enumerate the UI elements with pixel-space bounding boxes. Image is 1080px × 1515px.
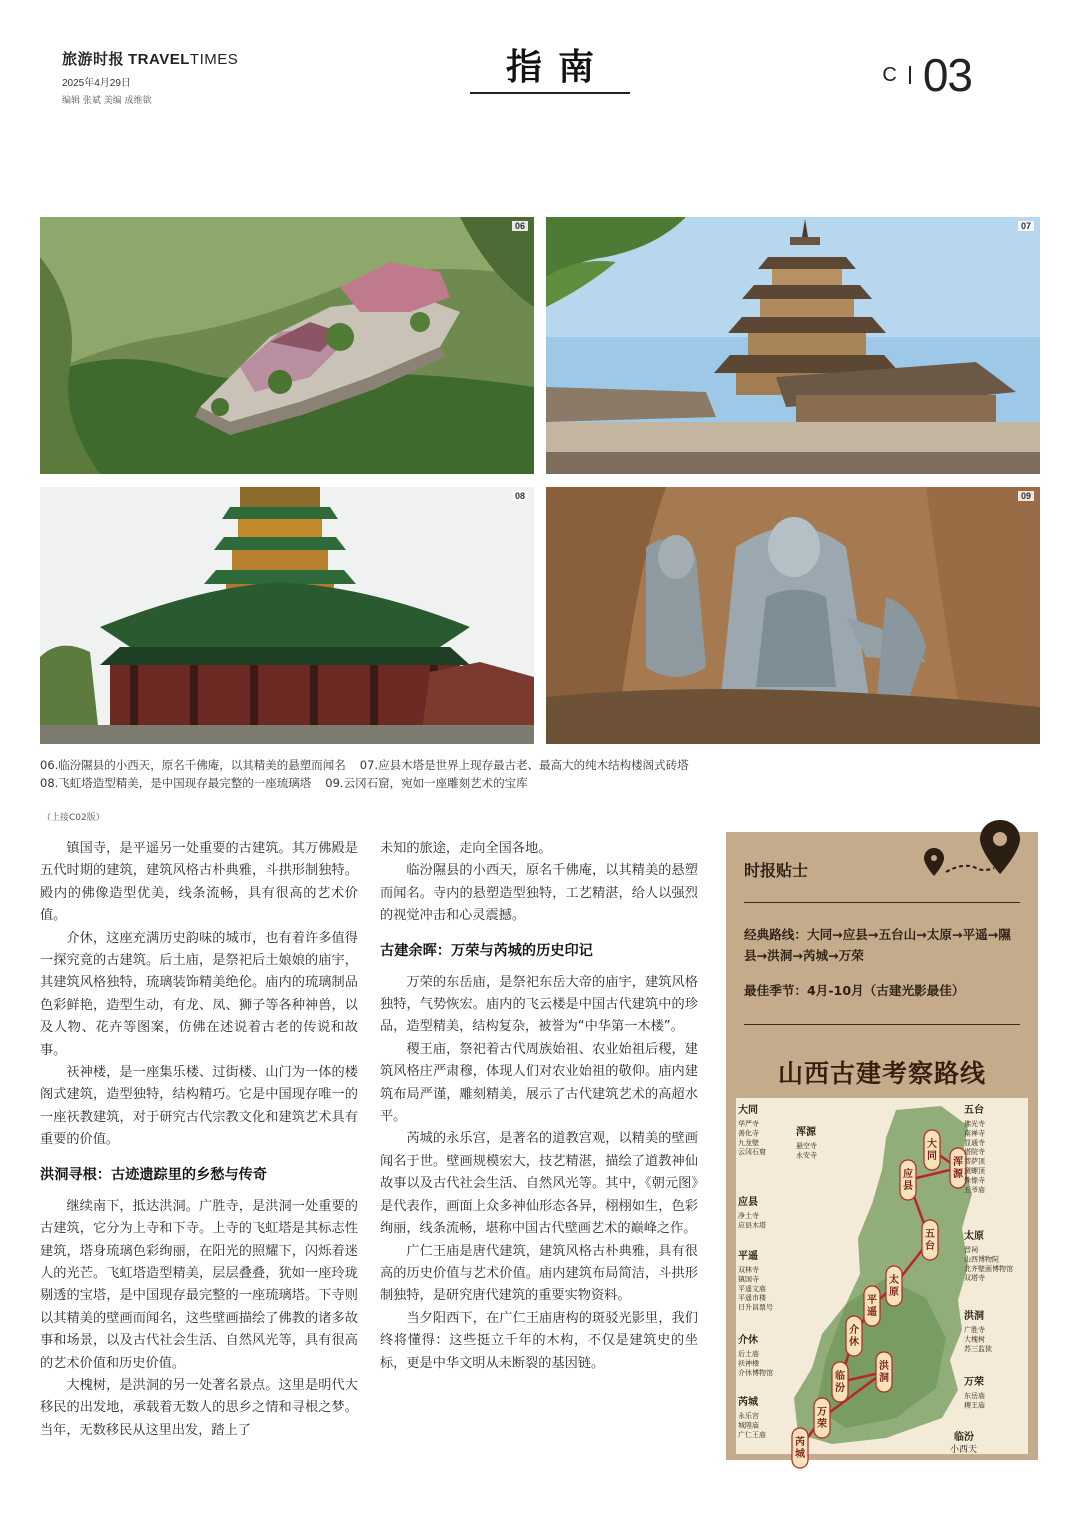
- legend-site: 晋祠: [964, 1246, 978, 1254]
- route-stop-marker: [876, 1352, 892, 1392]
- page-divider: [909, 66, 911, 84]
- legend-site: 广仁王庙: [738, 1430, 766, 1439]
- paragraph: 芮城的永乐宫，是著名的道教宫观，以精美的壁画闻名于世。壁画规模宏大，技艺精湛，描绘了道教神仙故事以及古代社会生活、自然风光等。其中，《朝元图》是代表作，画面上众多神仙形态各异，栩栩如生，色彩绚丽，线条流畅，堪称中国古代壁画艺术的巅峰之作。: [380, 1131, 698, 1237]
- caption-07: 07.应县木塔是世界上现存最古老、最高大的纯木结构楼阁式砖塔: [359, 758, 689, 772]
- paragraph: 介休，这座充满历史韵味的城市，也有着许多值得一探究竟的古建筑。后土庙，是祭祀后土娘娘的庙宇，其建筑风格独特，琉璃装饰精美绝伦。庙内的琉璃制品色彩鲜艳，造型生动，有龙、凤、狮子等各种神兽，以及人物、花卉等图案，仿佛在述说着古老的传说和故事。: [40, 930, 358, 1058]
- tips-divider-bottom: [744, 1024, 1020, 1025]
- route-stop-label: 五台: [925, 1229, 935, 1252]
- legend-site: 苏三监狱: [964, 1344, 992, 1353]
- legend-city: 万荣: [964, 1377, 984, 1388]
- caption-08: 08.飞虹塔造型精美，是中国现存最完整的一座琉璃塔: [40, 776, 312, 790]
- route-stop-label: 太原: [889, 1275, 899, 1298]
- map-title: 山西古建考察路线: [777, 1059, 986, 1088]
- tips-route: 经典路线：大同→应县→五台山→太原→平遥→隰县→洪洞→芮城→万荣: [744, 927, 1011, 963]
- legend-site: 塔院寺: [964, 1148, 985, 1157]
- route-stop-marker: [792, 1428, 808, 1468]
- legend-city: 洪洞: [964, 1311, 984, 1322]
- page-digits: 03: [922, 49, 972, 101]
- legend-city: 浑源: [796, 1127, 816, 1138]
- legend-site: 云冈石窟: [738, 1148, 766, 1157]
- subheading-hongtong: 洪洞寻根：古迹遗踪里的乡愁与传奇: [40, 1166, 268, 1183]
- route-stop-marker: [846, 1316, 862, 1356]
- paragraph: 继续南下，抵达洪洞。广胜寺，是洪洞一处重要的古建筑，它分为上寺和下寺。上寺的飞虹塔是其标志性建筑，塔身琉璃色彩绚丽，在阳光的照耀下，闪烁着迷人的光芒。飞虹塔造型精美，层层叠叠，犹如一座玲珑剔透的宝塔，是中国现存最完整的一座琉璃塔。下寺则以其精美的壁画而闻名，这些壁画描绘了佛教的诸多故事和场景，以及古代社会生活、自然风光等，具有很高的艺术价值和历史价值。: [40, 1198, 358, 1371]
- legend-site: 城隍庙: [738, 1421, 759, 1430]
- paragraph: 万荣的东岳庙，是祭祀东岳大帝的庙宇，建筑风格独特，气势恢宏。庙内的飞云楼是中国古代建筑中的珍品，造型精美，结构复杂，被誉为“中华第一木楼”。: [380, 974, 698, 1035]
- legend-site: 后土庙: [738, 1350, 759, 1358]
- legend-site: 善化寺: [738, 1129, 759, 1138]
- legend-site: 双塔寺: [964, 1274, 985, 1283]
- photo-xiaoxitian: [40, 217, 534, 474]
- section-header: [470, 44, 630, 94]
- paragraph: 大槐树，是洪洞的另一处著名景点。这里是明代大移民的出发地，承载着无数人的思乡之情和寻根之梦。当年，无数移民从这里出发，踏上了: [40, 1377, 358, 1438]
- paragraph: 临汾隰县的小西天，原名千佛庵，以其精美的悬塑而闻名。寺内的悬塑造型独特，工艺精湛，给人以强烈的视觉冲击和心灵震撼。: [380, 863, 698, 924]
- legend-site: 稷王庙: [964, 1401, 985, 1410]
- legend-site: 九龙壁: [738, 1138, 759, 1147]
- photo-number: 06: [512, 221, 528, 231]
- editor-credits: 编辑 张斌 美编 成维欲: [62, 96, 152, 106]
- legend-site: 佛光寺: [964, 1120, 985, 1128]
- article-column-1: [40, 838, 358, 1442]
- legend-city: 应县: [738, 1197, 758, 1208]
- legend-site: 双林寺: [738, 1266, 759, 1274]
- legend-site: 殊像寺: [964, 1176, 985, 1185]
- masthead: [62, 48, 238, 106]
- route-stop-marker: [924, 1130, 940, 1170]
- route-stop-marker: [900, 1160, 916, 1200]
- route-stop-marker: [864, 1286, 880, 1326]
- legend-city: 大同: [738, 1105, 758, 1116]
- route-stop-label: 平遥: [867, 1295, 877, 1318]
- route-stop-label: 临汾: [835, 1371, 845, 1394]
- tips-body: [744, 924, 1022, 1015]
- paragraph: 祆神楼，是一座集乐楼、过街楼、山门为一体的楼阁式建筑，造型独特，结构精巧。它是中国现存唯一的一座祆教建筑，对于研究古代宗教文化和建筑艺术具有重要的价值。: [40, 1065, 358, 1148]
- route-stop-label: 洪洞: [879, 1361, 889, 1384]
- caption-06: 06.临汾隰县的小西天，原名千佛庵，以其精美的悬塑而闻名: [40, 758, 346, 772]
- legend-site: 东岳庙: [964, 1392, 985, 1400]
- legend-site: 华严寺: [738, 1120, 759, 1128]
- route-stop-label: 应县: [903, 1169, 913, 1192]
- article-column-2: [380, 838, 698, 1375]
- newspaper-name: 旅游时报 TRAVELTIMES: [62, 50, 239, 68]
- route-stop-label: 大同: [927, 1139, 937, 1162]
- legend-site: 广胜寺: [964, 1326, 985, 1334]
- route-map: [736, 1098, 1028, 1460]
- route-stop-marker: [922, 1220, 938, 1260]
- photo-number: 08: [512, 491, 528, 501]
- route-stop-marker: [814, 1398, 830, 1438]
- legend-city: 太原: [964, 1231, 984, 1242]
- legend-site: 南禅寺: [964, 1129, 985, 1138]
- legend-site: 日升昌票号: [738, 1303, 773, 1312]
- section-rule: [470, 92, 630, 94]
- legend-site: 显通寺: [964, 1138, 985, 1147]
- map-pin-icon: [924, 818, 1024, 892]
- legend-site: 永安寺: [796, 1151, 817, 1160]
- legend-site: 黛螺顶: [964, 1167, 985, 1175]
- tips-season: 最佳季节：4月-10月（古建光影最佳）: [744, 983, 965, 998]
- section-title: 指南: [505, 46, 610, 88]
- tips-divider-top: [744, 902, 1020, 903]
- photo-captions: [40, 756, 703, 792]
- paragraph: 未知的旅途，走向全国各地。: [380, 841, 552, 856]
- route-stop-label: 介休: [849, 1325, 859, 1348]
- map-end-label-2: 小西天: [950, 1445, 978, 1455]
- photo-yingxian-pagoda: [546, 217, 1040, 474]
- route-stop-marker: [832, 1362, 848, 1402]
- legend-site: 祆神楼: [738, 1359, 759, 1368]
- subheading-wanrong-ruicheng: 古建余晖：万荣与芮城的历史印记: [380, 942, 593, 959]
- legend-city: 介休: [738, 1335, 758, 1346]
- tips-title: 时报贴士: [744, 861, 809, 880]
- paragraph: 镇国寺，是平遥另一处重要的古建筑。其万佛殿是五代时期的建筑，建筑风格古朴典雅，斗拱形制独特。殿内的佛像造型优美，线条流畅，具有很高的艺术价值。: [40, 841, 358, 924]
- legend-site: 介休博物馆: [738, 1368, 773, 1377]
- route-stop-label: 浑源: [953, 1157, 963, 1180]
- legend-city: 平遥: [738, 1251, 758, 1262]
- photo-feihong-pagoda: [40, 487, 534, 744]
- page-number: [882, 50, 972, 100]
- paragraph: 当夕阳西下，在广仁王庙唐构的斑驳光影里，我们终将懂得：这些挺立千年的木构，不仅是建筑史的坐标，更是中华文明从未断裂的基因链。: [380, 1310, 698, 1371]
- legend-city: 芮城: [738, 1397, 758, 1408]
- legend-site: 平遥市楼: [738, 1294, 766, 1303]
- legend-site: 悬空寺: [796, 1142, 817, 1150]
- issue-date: 2025年4月29日: [62, 78, 131, 89]
- paragraph: 广仁王庙是唐代建筑，建筑风格古朴典雅，具有很高的历史价值与艺术价值。庙内建筑布局简洁，斗拱形制独特，是研究唐代建筑的重要实物资料。: [380, 1243, 698, 1304]
- route-stop-label: 万荣: [817, 1407, 827, 1430]
- legend-block: [796, 1125, 817, 1159]
- paragraph: 稷王庙，祭祀着古代周族始祖、农业始祖后稷，建筑风格庄严肃穆，体现人们对农业始祖的敬仰。庙内建筑布局严谨，雕刻精美，展示了古代建筑艺术的高超水平。: [380, 1041, 698, 1125]
- map-end-label-1: 临汾: [954, 1432, 974, 1443]
- legend-site: 平遥文庙: [738, 1284, 766, 1293]
- legend-site: 镇国寺: [738, 1275, 759, 1284]
- legend-block: [964, 1375, 985, 1409]
- legend-site: 菩萨顶: [964, 1157, 985, 1166]
- photo-number: 09: [1018, 491, 1034, 501]
- legend-site: 北齐壁画博物馆: [964, 1264, 1013, 1273]
- legend-site: 永乐宫: [738, 1412, 759, 1420]
- legend-site: 五爷庙: [964, 1185, 985, 1194]
- legend-site: 山西博物院: [964, 1255, 999, 1264]
- route-map-graphic: [736, 1098, 1028, 1460]
- continued-note: （上接C02版）: [42, 813, 105, 823]
- caption-09: 09.云冈石窟，宛如一座雕刻艺术的宝库: [325, 776, 528, 790]
- legend-site: 应县木塔: [738, 1221, 766, 1230]
- route-stop-label: 芮城: [795, 1437, 805, 1460]
- route-stop-marker: [886, 1266, 902, 1306]
- page-letter: C: [882, 63, 897, 86]
- legend-site: 大槐树: [964, 1335, 985, 1344]
- legend-city: 五台: [964, 1105, 984, 1116]
- photo-number: 07: [1018, 221, 1034, 231]
- photo-yungang-grottoes: [546, 487, 1040, 744]
- tips-sidebar: [726, 832, 1038, 1460]
- legend-site: 净土寺: [738, 1212, 759, 1220]
